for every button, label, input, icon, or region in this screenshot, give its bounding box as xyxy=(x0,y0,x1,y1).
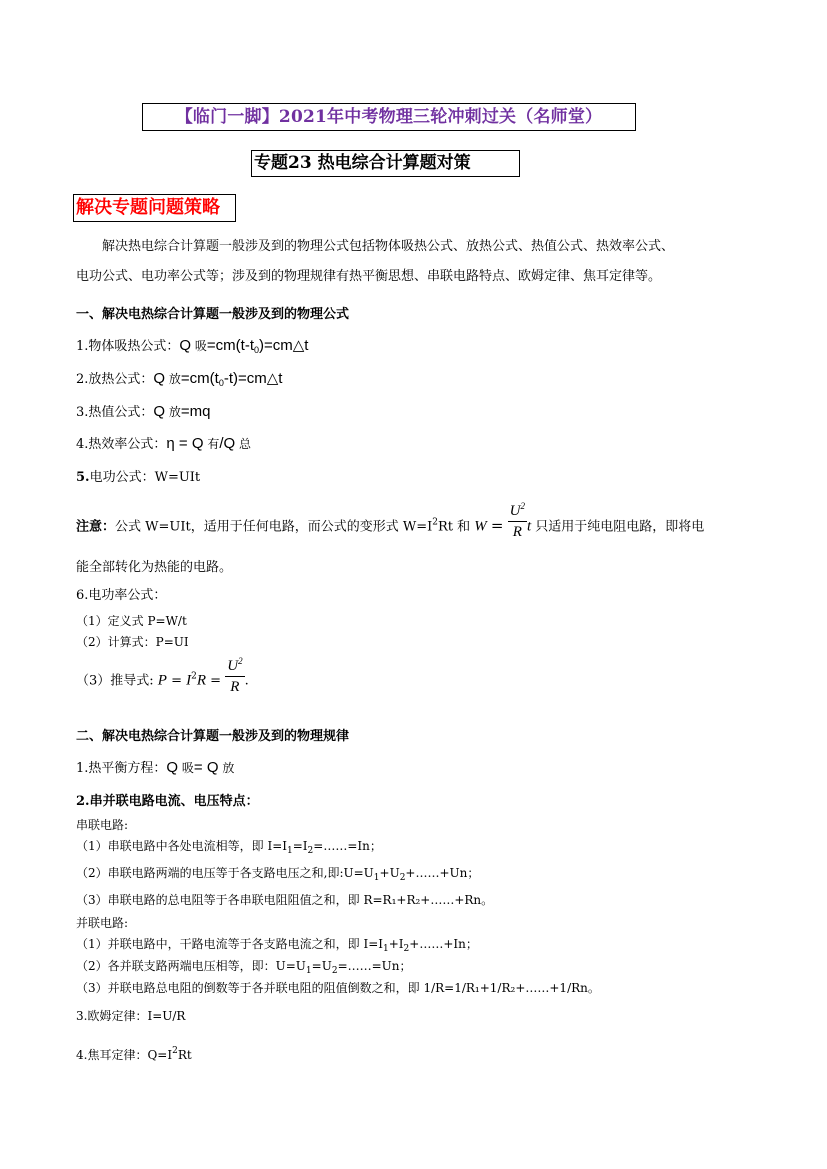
series-rule-3: （3）串联电路的总电阻等于各串联电阻阻值之和，即 R=R₁+R₂+……+Rn。 xyxy=(76,893,494,907)
parallel-circuit-label: 并联电路: xyxy=(76,916,129,930)
circuit-characteristics-heading: 2.串并联电路电流、电压特点： xyxy=(76,794,259,809)
intro-line-2: 电功公式、电功率公式等；涉及到的物理规律有热平衡思想、串联电路特点、欧姆定律、焦耳定律等。 xyxy=(76,269,662,284)
formula-heat-efficiency: 4.热效率公式：η = Q 有/Q 总 xyxy=(76,435,252,452)
power-definition: （1）定义式 P=W/t xyxy=(76,614,187,628)
note-line-2: 能全部转化为热能的电路。 xyxy=(76,560,233,575)
formula-electric-work: 5.电功公式：W=UIt xyxy=(76,470,201,485)
formula-heat-release: 2.放热公式：Q 放$=cm(t_0-t)=cm\triangle t$ xyxy=(76,370,283,388)
parallel-rule-3: （3）并联电路总电阻的倒数等于各并联电阻的阻值倒数之和，即 1/R=1/R₁+1/R₂+……+1/Rn。 xyxy=(76,981,600,995)
power-calculation: （2）计算式：P=UI xyxy=(76,635,189,649)
series-rule-2: （2）串联电路两端的电压等于各支路电压之和,即$:U=U_1+U_2+\dots\dots+Un$； xyxy=(76,866,480,883)
topic-title: 专题23 热电综合计算题对策 xyxy=(251,150,520,177)
heat-balance-equation: 1.热平衡方程：Q 吸= Q 放 xyxy=(76,759,235,776)
ohms-law: 3.欧姆定律：I=U/R xyxy=(76,1009,186,1023)
parallel-rule-2: （2）各并联支路两端电压相等，即：$U=U_1=U_2=\dots\dots=Un$； xyxy=(76,959,412,976)
power-formula-label: 6.电功率公式： xyxy=(76,588,167,603)
section1-heading: 一、解决电热综合计算题一般涉及到的物理公式 xyxy=(76,307,350,322)
section2-heading: 二、解决电热综合计算题一般涉及到的物理规律 xyxy=(76,729,350,744)
document-title: 【临门一脚】2021年中考物理三轮冲刺过关（名师堂） xyxy=(142,103,636,131)
formula-heat-absorb: 1.物体吸热公式：Q 吸$=cm(t-t_0)=cm\triangle t$ xyxy=(76,337,309,355)
series-rule-1: （1）串联电路中各处电流相等，即 $I=I_1=I_2=\dots\dots=In$； xyxy=(76,839,382,856)
intro-line-1: 解决热电综合计算题一般涉及到的物理公式包括物体吸热公式、放热公式、热值公式、热效率公式、 xyxy=(102,239,675,254)
parallel-rule-1: （1）并联电路中，干路电流等于各支路电流之和，即 $I=I_1+I_2+\dots\dots+In$； xyxy=(76,937,478,954)
note-line-1: 注意：公式 W=UIt，适用于任何电路，而公式的变形式 $W=I^2Rt$ 和 W = $\frac{U^2}{R}$ t 只适用于纯电阻电路，即将电 xyxy=(76,512,704,542)
series-circuit-label: 串联电路: xyxy=(76,818,129,832)
power-derived: （3）推导式: $P = I^2R$ = $\frac{U^2}{R}$ . xyxy=(76,665,249,697)
formula-heat-value: 3.热值公式：Q 放=mq xyxy=(76,403,211,420)
joules-law: 4.焦耳定律：$Q=I^2Rt$ xyxy=(76,1046,192,1062)
strategy-heading: 解决专题问题策略 xyxy=(73,194,236,222)
